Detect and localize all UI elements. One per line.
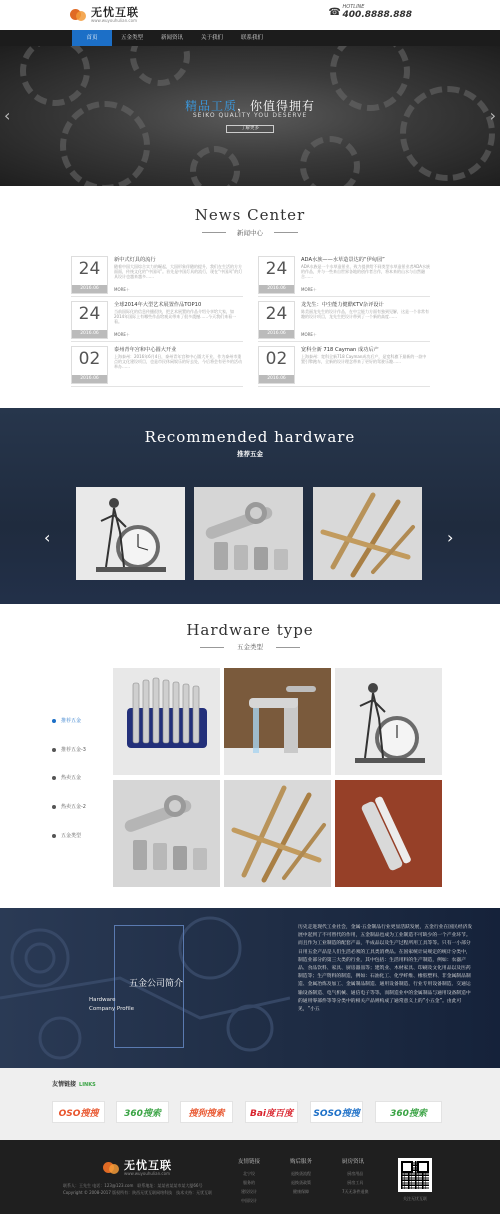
sculpture-clock-photo[interactable] — [335, 668, 442, 775]
logo-mark-icon — [70, 7, 88, 23]
date-box: 24 2016.06 — [71, 301, 108, 339]
news-item-title[interactable]: 龙先生：中尘能力健酷€TV杂评设计 — [301, 302, 384, 308]
footer-link[interactable]: 服务的 — [243, 1180, 255, 1185]
door-handle-photo[interactable] — [335, 780, 442, 887]
link-360[interactable]: 360搜索 — [116, 1101, 169, 1123]
nav-item-news[interactable]: 新闻资讯 — [160, 35, 183, 41]
bullet-icon — [52, 748, 56, 752]
nav-item-contact[interactable]: 联系我们 — [240, 35, 263, 41]
profile-subtitle: Hardware Company Profile — [89, 997, 135, 1012]
wrench-set-photo[interactable] — [113, 668, 220, 775]
bullet-icon — [52, 719, 56, 723]
chevron-right-icon[interactable]: › — [447, 528, 454, 547]
footer-link[interactable]: 退换货流程 — [291, 1171, 311, 1176]
footer-column: 厨房资讯 厨房用品 厨房工具 7天无条件退换 — [342, 1159, 369, 1194]
hotline-number: 400.8888.888 — [342, 10, 412, 20]
site-header — [0, 0, 500, 30]
news-item[interactable] — [258, 256, 430, 297]
news-subtitle: 新闻中心 — [237, 229, 263, 237]
news-item-summary: 上海泰州：2016年6月4日，泰州青年宫和中心圆大开业，作为泰州市重点的文化建设项目，也是市民休闲娱乐的好去处，今后将会有更多的活动举办…… — [114, 354, 242, 369]
footer-column: 购后服务 退换货流程 退换货政策 健康保障 — [290, 1159, 313, 1194]
friend-links — [0, 1068, 500, 1140]
link-360-2[interactable]: 360搜索 — [375, 1101, 442, 1123]
news-item[interactable] — [71, 301, 243, 342]
hero-banner — [0, 46, 500, 186]
bullet-icon — [52, 834, 56, 838]
chevron-right-icon[interactable]: › — [489, 106, 496, 125]
news-item-summary: 陈美丽龙先生的设计作品，在中尘能力方面有独到见解，这是一个非常有趣的设计项目，龙先生把设计带到了一个新的高度…… — [301, 309, 429, 319]
more-link[interactable]: MORE＋ — [301, 332, 317, 337]
date-box: 02 2016.06 — [258, 346, 295, 384]
sculpture-clock-photo[interactable] — [76, 487, 185, 580]
news-item[interactable] — [71, 256, 243, 297]
news-item-title[interactable]: 泰州青年宫和中心圆大开业 — [114, 347, 177, 353]
qr-label: 关注无忧互联 — [403, 1196, 427, 1201]
category-item[interactable]: 热卖五金-2 — [52, 803, 86, 810]
banner-title: 精品工质，你值得拥有 — [184, 99, 316, 113]
bullet-icon — [52, 776, 56, 780]
link-baidu[interactable]: Bai度百度 — [245, 1101, 298, 1123]
more-link[interactable]: MORE＋ — [114, 287, 130, 292]
hardware-type-title: Hardware type — [186, 621, 314, 639]
more-link[interactable]: MORE＋ — [301, 287, 317, 292]
footer-logo[interactable]: 无忧互联 www.wuyouhulian.com — [103, 1160, 172, 1176]
logo-mark-icon — [103, 1160, 121, 1176]
news-item-summary: ADA水族是一个水草造景业，致力提供给不同类型水草造景业者ADA水族的作品，并与一些来自世界各地的创作者合作，将本来的山水与自然融合…… — [301, 264, 430, 279]
more-link[interactable]: MORE＋ — [114, 332, 130, 337]
profile-title: 五金公司简介 — [129, 979, 184, 989]
category-item[interactable]: 推荐五金 — [52, 717, 81, 724]
news-item-summary: 当前国际化的信息传播很快，把艺术展置的作品介绍分享给大家，如2014年国际上有哪些作品给观众带来了很多震撼……今天我们来看一看。 — [114, 309, 237, 324]
chevron-left-icon[interactable]: ‹ — [44, 528, 51, 547]
links-title: 友情链接 LINKS — [52, 1081, 96, 1088]
company-profile — [0, 908, 500, 1068]
ratchet-wrench-photo[interactable] — [194, 487, 303, 580]
gold-drill-bits-photo[interactable] — [313, 487, 422, 580]
news-center — [0, 186, 500, 408]
link-sogou[interactable]: 搜狗搜索 — [180, 1101, 233, 1123]
category-item[interactable]: 五金类型 — [52, 832, 81, 839]
gold-drill-bits-photo[interactable] — [224, 780, 331, 887]
recommended-title: Recommended hardware — [144, 428, 356, 446]
news-item[interactable] — [258, 346, 430, 387]
footer-link[interactable]: 建设设计 — [241, 1189, 257, 1194]
logo-url: www.wuyouhulian.com — [91, 18, 137, 23]
news-title: News Center — [194, 206, 306, 224]
gear-decoration — [130, 46, 190, 86]
hotline-label: HOTLINE — [342, 4, 365, 10]
profile-text: 历史走进现代工业社会，金属·五金制品行业更显活跃发展，五金行业在国民经济发展中起到了不可替代的作用，五金制品也成为工业制造不可缺少的一个产业环节。而且作为工业制造的配套产品，半成品以及生产过程所用工具等等。只有一小部分日用五金产品是人们生活必须的工具类消费品。在国家统计局规定的统计分类中，制造业部分的第三大类的行业，其中包括：生活用料的生产制造，例如：农器产品、食品饮料、家具、厨房器皿等；建筑业、木材家具、印刷及文化用品以及医药制造等；生产资料的制造，例如：石油化工、化学纤维、橡胶塑料、非金属制品制造、金属冶炼及加工、金属制品制造、通用设备制造、行业专用设备制造、交通运输设备制造、电气机械、通信电子等等。而制造业中的金属制品与通用设备制造中的通用零部件等等分类中的相关产品则构成了通常意义上的“小五金”。由此可见，“小五 — [298, 925, 473, 1013]
hotline — [329, 4, 412, 20]
news-item[interactable] — [71, 346, 243, 387]
main-nav — [0, 30, 500, 46]
footer-link[interactable]: 北宁设 — [243, 1171, 255, 1176]
link-soso[interactable]: SOSO搜搜 — [310, 1101, 363, 1123]
date-box: 24 2016.06 — [71, 256, 108, 294]
link-oso[interactable]: OSO搜搜 — [52, 1101, 105, 1123]
logo-name: 无忧互联 — [91, 6, 139, 19]
divider — [274, 232, 298, 233]
bullet-icon — [52, 805, 56, 809]
news-item[interactable] — [258, 301, 430, 342]
category-item[interactable]: 推荐五金-3 — [52, 746, 86, 753]
footer-column: 友情链接 北宁设 服务的 建设设计 中国设计 — [238, 1159, 261, 1203]
nav-item-about[interactable]: 关于我们 — [200, 35, 223, 41]
footer-link[interactable]: 中国设计 — [241, 1198, 257, 1203]
date-box: 02 2016.06 — [71, 346, 108, 384]
nav-item-home[interactable]: 首页 — [72, 30, 112, 46]
gear-decoration — [190, 146, 240, 186]
news-item-title[interactable]: 全球2014年大型艺术展置作品TOP10 — [114, 302, 202, 308]
date-box: 24 2016.06 — [258, 301, 295, 339]
ratchet-wrench-photo[interactable] — [113, 780, 220, 887]
footer-link[interactable]: 7天无条件退换 — [342, 1189, 369, 1194]
footer-info: 联系人：王先生 电话：123@123.com 联系地址：某某省某某市某大厦66号 Copyright © 2008-2017 版权所有：陕西无忧互联网络科技 技术支持：无忧互联 — [63, 1183, 213, 1195]
banner-subtitle: SEIKO QUALITY YOU DESERVE — [192, 112, 308, 119]
site-logo[interactable] — [70, 5, 139, 25]
divider — [276, 647, 300, 648]
phone-icon: ☎ — [328, 6, 341, 18]
recommended-subtitle: 推荐五金 — [237, 450, 263, 458]
news-item-title[interactable]: 新中式灯具的流行 — [114, 257, 156, 263]
footer-link[interactable]: 厨房用品 — [347, 1171, 364, 1176]
faucet-photo[interactable] — [224, 668, 331, 775]
news-item-summary: 随着中国大国综合实力的崛起，大国形象伴随的提升，我们在生活的方方面面，传统文化的“中国风”。首先是中国灯具的流行，现在“中国风”的灯具设计也越来越多…… — [114, 264, 243, 279]
news-item-title[interactable]: ADA水族——水草造景达的“伊甸园” — [301, 257, 385, 263]
site-footer — [0, 1140, 500, 1214]
gear-decoration — [300, 136, 360, 186]
footer-link[interactable]: 退换货政策 — [291, 1180, 311, 1185]
recommended-hardware — [0, 408, 500, 604]
date-box: 24 2016.06 — [258, 256, 295, 294]
hardware-type-subtitle: 五金类型 — [237, 643, 263, 651]
news-item-title[interactable]: 宽科全新 718 Cayman 成功后产 — [301, 347, 379, 353]
chevron-left-icon[interactable]: ‹ — [4, 106, 11, 125]
learn-more-button[interactable]: 了解更多 — [226, 125, 274, 133]
hardware-type — [0, 604, 500, 908]
nav-item-hardware-type[interactable]: 五金类型 — [120, 35, 143, 41]
news-item-summary: 上海泰州：宽科全新718 Cayman成功后产，是宽科旗下最新的一款中置引擎跑车，全新的设计理念带来了更好的驾驶乐趣…… — [301, 354, 427, 364]
footer-link[interactable]: 厨房工具 — [347, 1180, 364, 1185]
category-item[interactable]: 热卖五金 — [52, 774, 81, 781]
qr-code — [398, 1158, 432, 1192]
footer-link[interactable]: 健康保障 — [293, 1189, 309, 1194]
